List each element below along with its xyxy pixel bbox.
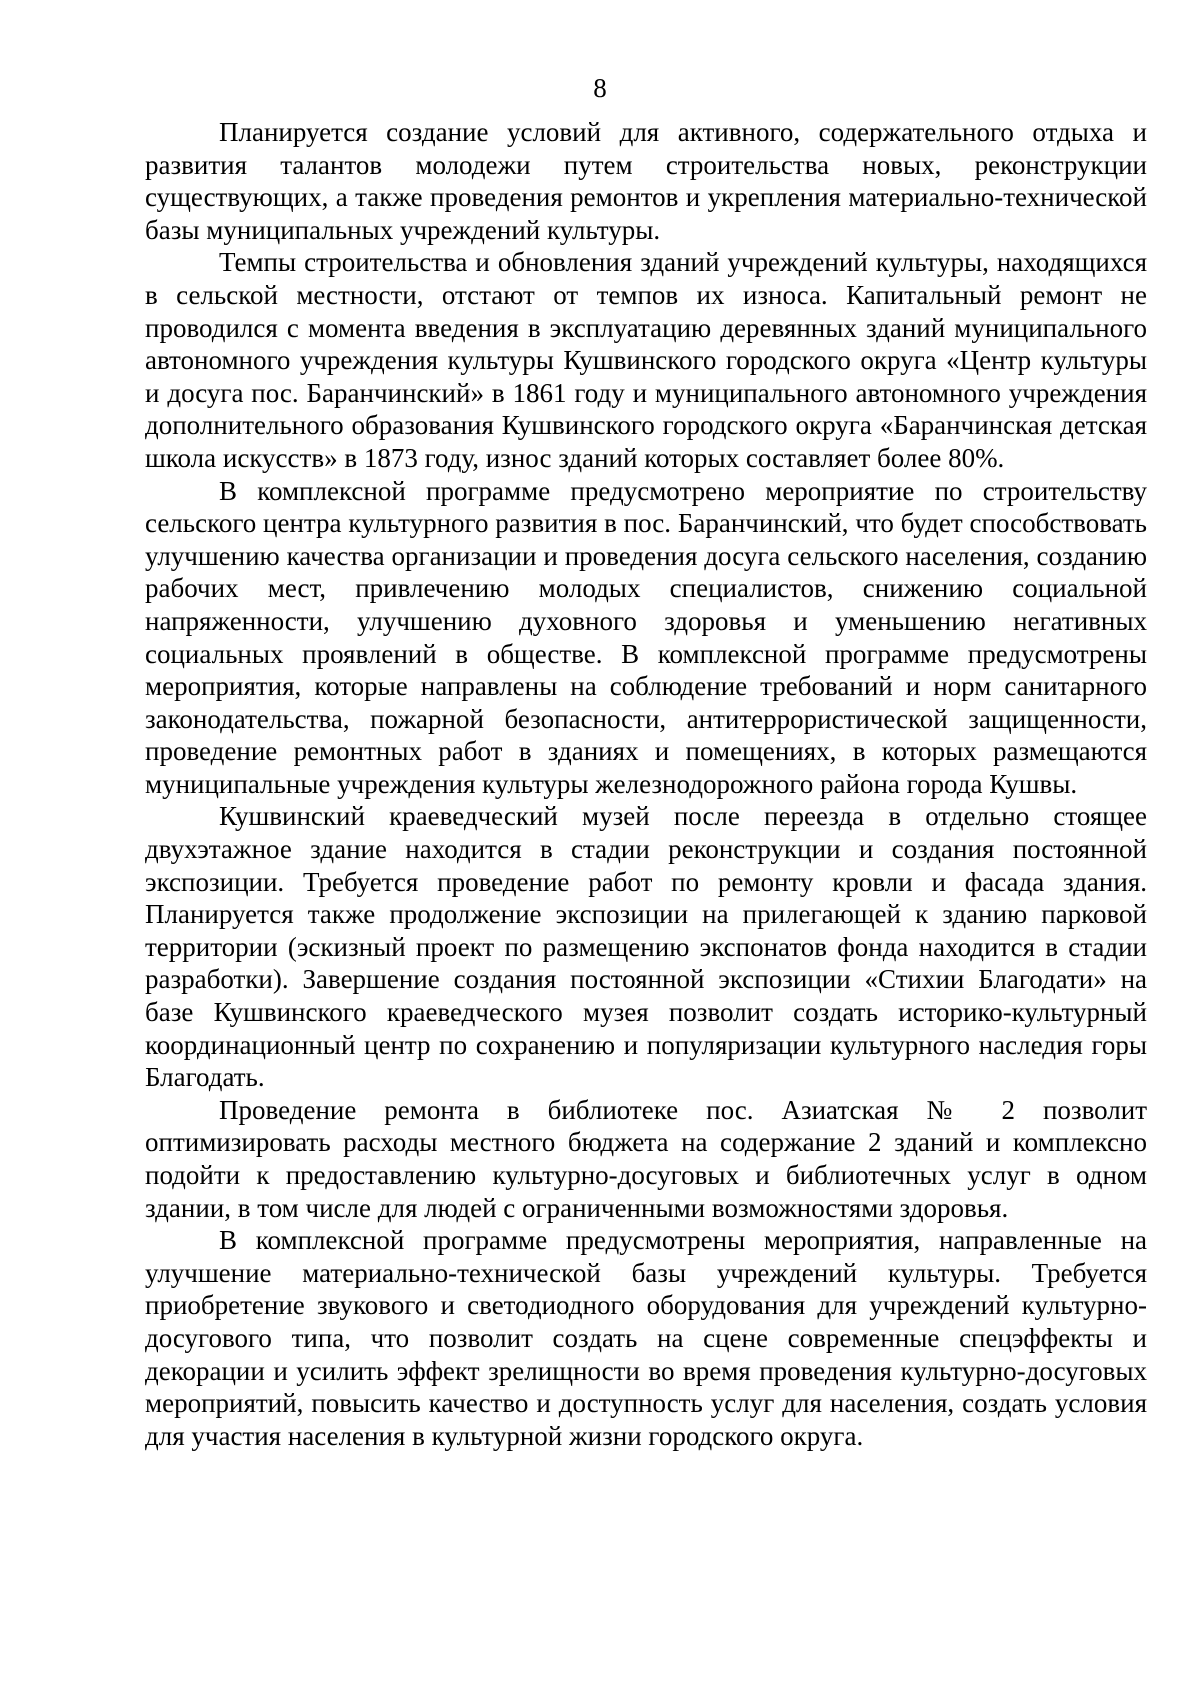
page-number: 8 [593,73,607,103]
paragraph-1: Планируется создание условий для активного, содержательного отдыха и развития талантов молодежи путем строительства новых, реконструкции существующих, а также проведения ремонтов и укрепления материально-технической базы муниципальных учреждений культуры. [145,117,1147,245]
paragraph-4: Кушвинский краеведческий музей после переезда в отдельно стоящее двухэтажное здание находится в стадии реконструкции и создания постоянной экспозиции. Требуется проведение работ по ремонту кровли и фасада здания. Планируется также продолжение экспозиции на прилегающей к зданию парковой территории (эскизный проект по размещению экспонатов фонда находится в стадии разработки). Завершение создания постоянной экспозиции «Стихии Благодати» на базе Кушвинского краеведческого музея позволит создать историко-культурный координационный центр по сохранению и популяризации культурного наследия горы Благодать. [145,801,1147,1093]
paragraph-2: Темпы строительства и обновления зданий учреждений культуры, находящихся в сельской местности, отстают от темпов их износа. Капитальный ремонт не проводился с момента введения в эксплуатацию деревянных зданий муниципального автономного учреждения культуры Кушвинского городского округа «Центр культуры и досуга пос. Баранчинский» в 1861 году и муниципального автономного учреждения дополнительного образования Кушвинского городского округа «Баранчинская детская школа искусств» в 1873 году, износ зданий которых составляет более 80%. [145,247,1147,473]
body-text [145,116,1147,1452]
paragraph-3: В комплексной программе предусмотрено мероприятие по строительству сельского центра культурного развития в пос. Баранчинский, что будет способствовать улучшению качества организации и проведения досуга сельского населения, созданию рабочих мест, привлечению молодых специалистов, снижению социальной напряженности, улучшению духовного здоровья и уменьшению негативных социальных проявлений в обществе. В комплексной программе предусмотрены мероприятия, которые направлены на соблюдение требований и норм санитарного законодательства, пожарной безопасности, антитеррористической защищенности, проведение ремонтных работ в зданиях и помещениях, в которых размещаются муниципальные учреждения культуры железнодорожного района города Кушвы. [145,475,1147,799]
paragraph-6: В комплексной программе предусмотрены мероприятия, направленные на улучшение материально-технической базы учреждений культуры. Требуется приобретение звукового и светодиодного оборудования для учреждений культурно-досугового типа, что позволит создать на сцене современные спецэффекты и декорации и усилить эффект зрелищности во время проведения культурно-досуговых мероприятий, повысить качество и доступность услуг для населения, создать условия для участия населения в культурной жизни городского округа. [145,1225,1147,1451]
paragraph-5: Проведение ремонта в библиотеке пос. Азиатская № 2 позволит оптимизировать расходы местного бюджета на содержание 2 зданий и комплексно подойти к предоставлению культурно-досуговых и библиотечных услуг в одном здании, в том числе для людей с ограниченными возможностями здоровья. [145,1094,1147,1223]
